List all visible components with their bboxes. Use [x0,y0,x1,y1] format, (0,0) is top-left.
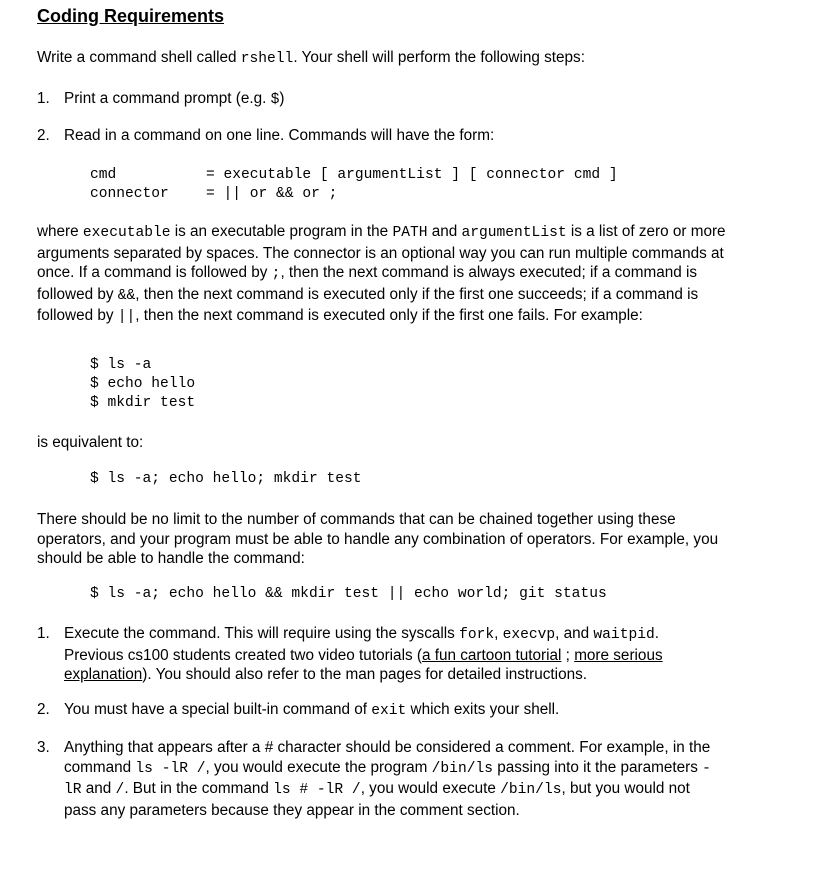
equivalent-label: is equivalent to: [37,434,144,451]
text: where [37,223,83,240]
intro-text: Write a command shell called [37,49,241,66]
grammar-definition: = || or && or ; [206,186,338,202]
requirement-text [64,624,709,685]
step-text-part: ) [279,90,285,107]
shell-name: rshell [240,51,294,67]
text: ). You should also refer to the man pages for detailed instructions. [142,666,587,683]
code: || [117,309,136,325]
text: , but you would not pass any parameters because they appear in the comment section. [64,780,690,819]
code: ; [271,266,281,282]
example-line: $ echo hello [90,376,196,392]
text: is a list of zero or more arguments separated by spaces. The connector is an optional way you can run multiple commands at once. If a command is followed by [37,223,726,281]
text: and [427,223,462,240]
code: / [115,782,125,798]
code: /bin/ls [431,760,493,777]
requirement-number: 1. [37,625,50,642]
step-number: 2. [37,127,50,144]
where-paragraph [37,222,727,328]
code: waitpid [593,627,655,643]
text: You must have a special built-in command of [64,701,372,718]
text: Anything that appears after a # character should be considered a comment. For example, in the command [64,739,711,776]
step-text: Read in a command on one line. Commands will have the form: [64,127,495,144]
code: PATH [392,225,428,241]
code: ls -lR / [135,760,206,777]
chain-paragraph: There should be no limit to the number of commands that can be chained together using these operators, and your program must be able to handle any combination of operators. For example, you should be able to handle the command: [37,511,719,567]
grammar-definition: = executable [ argumentList ] [ connector cmd ] [206,167,618,183]
example-line: $ mkdir test [90,395,196,411]
page-title: Coding Requirements [37,6,225,26]
grammar-term: cmd [90,167,117,183]
step-text [64,89,737,111]
step-text-part: Print a command prompt (e.g. [64,90,271,107]
text: , then the next command is executed only if the first one fails. For example: [135,307,643,324]
code: -lR [64,760,711,798]
text: , then the next command is executed only if the first one succeeds; if a command is followed by [37,285,699,324]
serious-explanation-link[interactable]: more serious explanation [64,646,663,683]
text: . Previous cs100 students created two video tutorials ( [64,625,659,664]
intro-paragraph [37,48,727,70]
text: which exits your shell. [406,701,560,718]
requirement-number: 2. [37,701,50,718]
text: , you would execute [360,780,501,797]
equivalent-command: $ ls -a; echo hello; mkdir test [90,471,362,487]
requirement-number: 3. [37,739,50,756]
code: fork [459,627,495,643]
text: passing into it the parameters [492,758,703,776]
text: and [81,780,116,797]
requirement-text [64,738,724,820]
code: executable [82,225,171,241]
code: ls # -lR / [273,782,361,798]
text: ; [561,646,575,664]
code: exit [371,703,407,719]
text: is an executable program in the [170,223,393,240]
text: , you would execute the program [205,758,432,776]
text: . But in the command [124,780,274,797]
prompt-symbol: $ [270,92,280,108]
text: , [494,625,503,642]
code: /bin/ls [500,782,562,798]
chain-command: $ ls -a; echo hello && mkdir test || echo world; git status [90,586,607,602]
step-number: 1. [37,90,50,107]
example-line: $ ls -a [90,357,152,373]
code: && [117,287,136,304]
text: , and [555,625,594,642]
text: Execute the command. This will require using the syscalls [64,625,460,642]
cartoon-tutorial-link[interactable]: a fun cartoon tutorial [421,646,562,664]
code: argumentList [461,225,567,241]
requirement-text [64,700,737,722]
intro-text: . Your shell will perform the following steps: [293,49,585,66]
code: execvp [502,627,556,643]
text: , then the next command is always executed; if a command is followed by [37,264,698,303]
grammar-term: connector [90,186,169,202]
